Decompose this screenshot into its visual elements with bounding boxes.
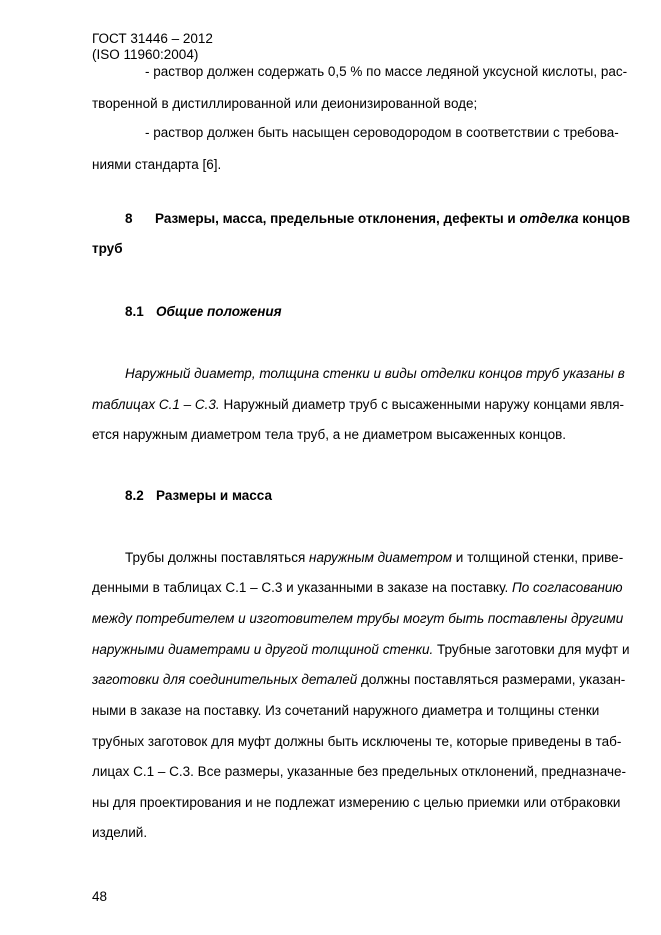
section-8-2-line-1-a: Трубы должны поставляться xyxy=(125,550,310,565)
section-8-title-italic: отделка xyxy=(519,211,579,226)
section-8-heading-line-2: труб xyxy=(92,241,123,256)
section-8-1-number: 8.1 xyxy=(125,304,144,319)
section-8-1-para-line-1: Наружный диаметр, толщина стенки и виды отделки концов труб указаны в xyxy=(125,366,625,381)
section-8-2-line-1-b: наружным диаметром xyxy=(309,550,453,565)
section-8-2-line-6: ными в заказе на поставку. Из сочетаний наружного диаметра и толщины стенки xyxy=(92,703,600,718)
section-8-1-para-line-2-rest: Наружный диаметр труб с высаженными наружу концами явля- xyxy=(219,397,625,412)
section-8-2-line-2-a: денными в таблицах С.1 – С.3 и указанными в заказе на поставку. xyxy=(92,580,513,595)
section-8-title-part-1: Размеры, масса, предельные отклонения, дефекты и xyxy=(155,211,520,226)
list-item-2-line-2: ниями стандарта [6]. xyxy=(92,157,222,172)
section-8-2-line-5 xyxy=(92,672,625,688)
section-8-2-line-1-c: и толщиной стенки, приве- xyxy=(452,550,624,565)
section-8-heading xyxy=(125,211,630,227)
section-8-1-para-line-3: ется наружным диаметром тела труб, а не диаметром высаженных концов. xyxy=(92,427,567,442)
page-number: 48 xyxy=(92,889,108,904)
section-8-1-para-line-2 xyxy=(92,397,624,413)
list-item-1-line-2: творенной в дистиллированной или деионизированной воде; xyxy=(92,96,478,111)
list-item-1-line-1: - раствор должен содержать 0,5 % по массе ледяной уксусной кислоты, рас- xyxy=(145,64,628,79)
section-8-1-title: Общие положения xyxy=(156,304,282,319)
section-8-2-line-7: трубных заготовок для муфт должны быть исключены те, которые приведены в таб- xyxy=(92,734,622,749)
section-8-number: 8 xyxy=(125,211,133,226)
iso-reference: (ISO 11960:2004) xyxy=(92,47,199,62)
section-8-2-title: Размеры и масса xyxy=(156,488,272,503)
section-8-2-line-2-b: По согласованию xyxy=(512,580,623,595)
section-8-title-part-2: концов xyxy=(578,211,631,226)
section-8-1-table-ref: таблицах С.1 – С.3. xyxy=(92,397,220,412)
section-8-2-line-5-a: заготовки для соединительных деталей xyxy=(92,672,358,687)
section-8-2-line-4-b: Трубные заготовки для муфт и xyxy=(433,642,630,657)
document-header xyxy=(92,31,213,63)
standard-code: ГОСТ 31446 – 2012 xyxy=(92,31,213,46)
section-8-2-line-10: изделий. xyxy=(92,825,148,840)
section-8-2-line-8: лицах С.1 – С.3. Все размеры, указанные без предельных отклонений, предназначе- xyxy=(92,764,627,779)
section-8-2-line-1 xyxy=(125,550,623,566)
section-8-2-heading xyxy=(125,488,272,504)
section-8-2-line-4-a: наружными диаметрами и другой толщиной стенки. xyxy=(92,642,434,657)
section-8-2-line-3: между потребителем и изготовителем трубы могут быть поставлены другими xyxy=(92,611,624,626)
section-8-2-line-9: ны для проектирования и не подлежат измерению с целью приемки или отбраковки xyxy=(92,795,621,810)
section-8-2-line-4 xyxy=(92,642,630,658)
section-8-2-line-5-b: должны поставляться размерами, указан- xyxy=(357,672,626,687)
section-8-2-number: 8.2 xyxy=(125,488,144,503)
section-8-1-heading xyxy=(125,304,282,320)
section-8-2-line-2 xyxy=(92,580,623,596)
list-item-2-line-1: - раствор должен быть насыщен сероводородом в соответствии с требова- xyxy=(145,125,619,140)
